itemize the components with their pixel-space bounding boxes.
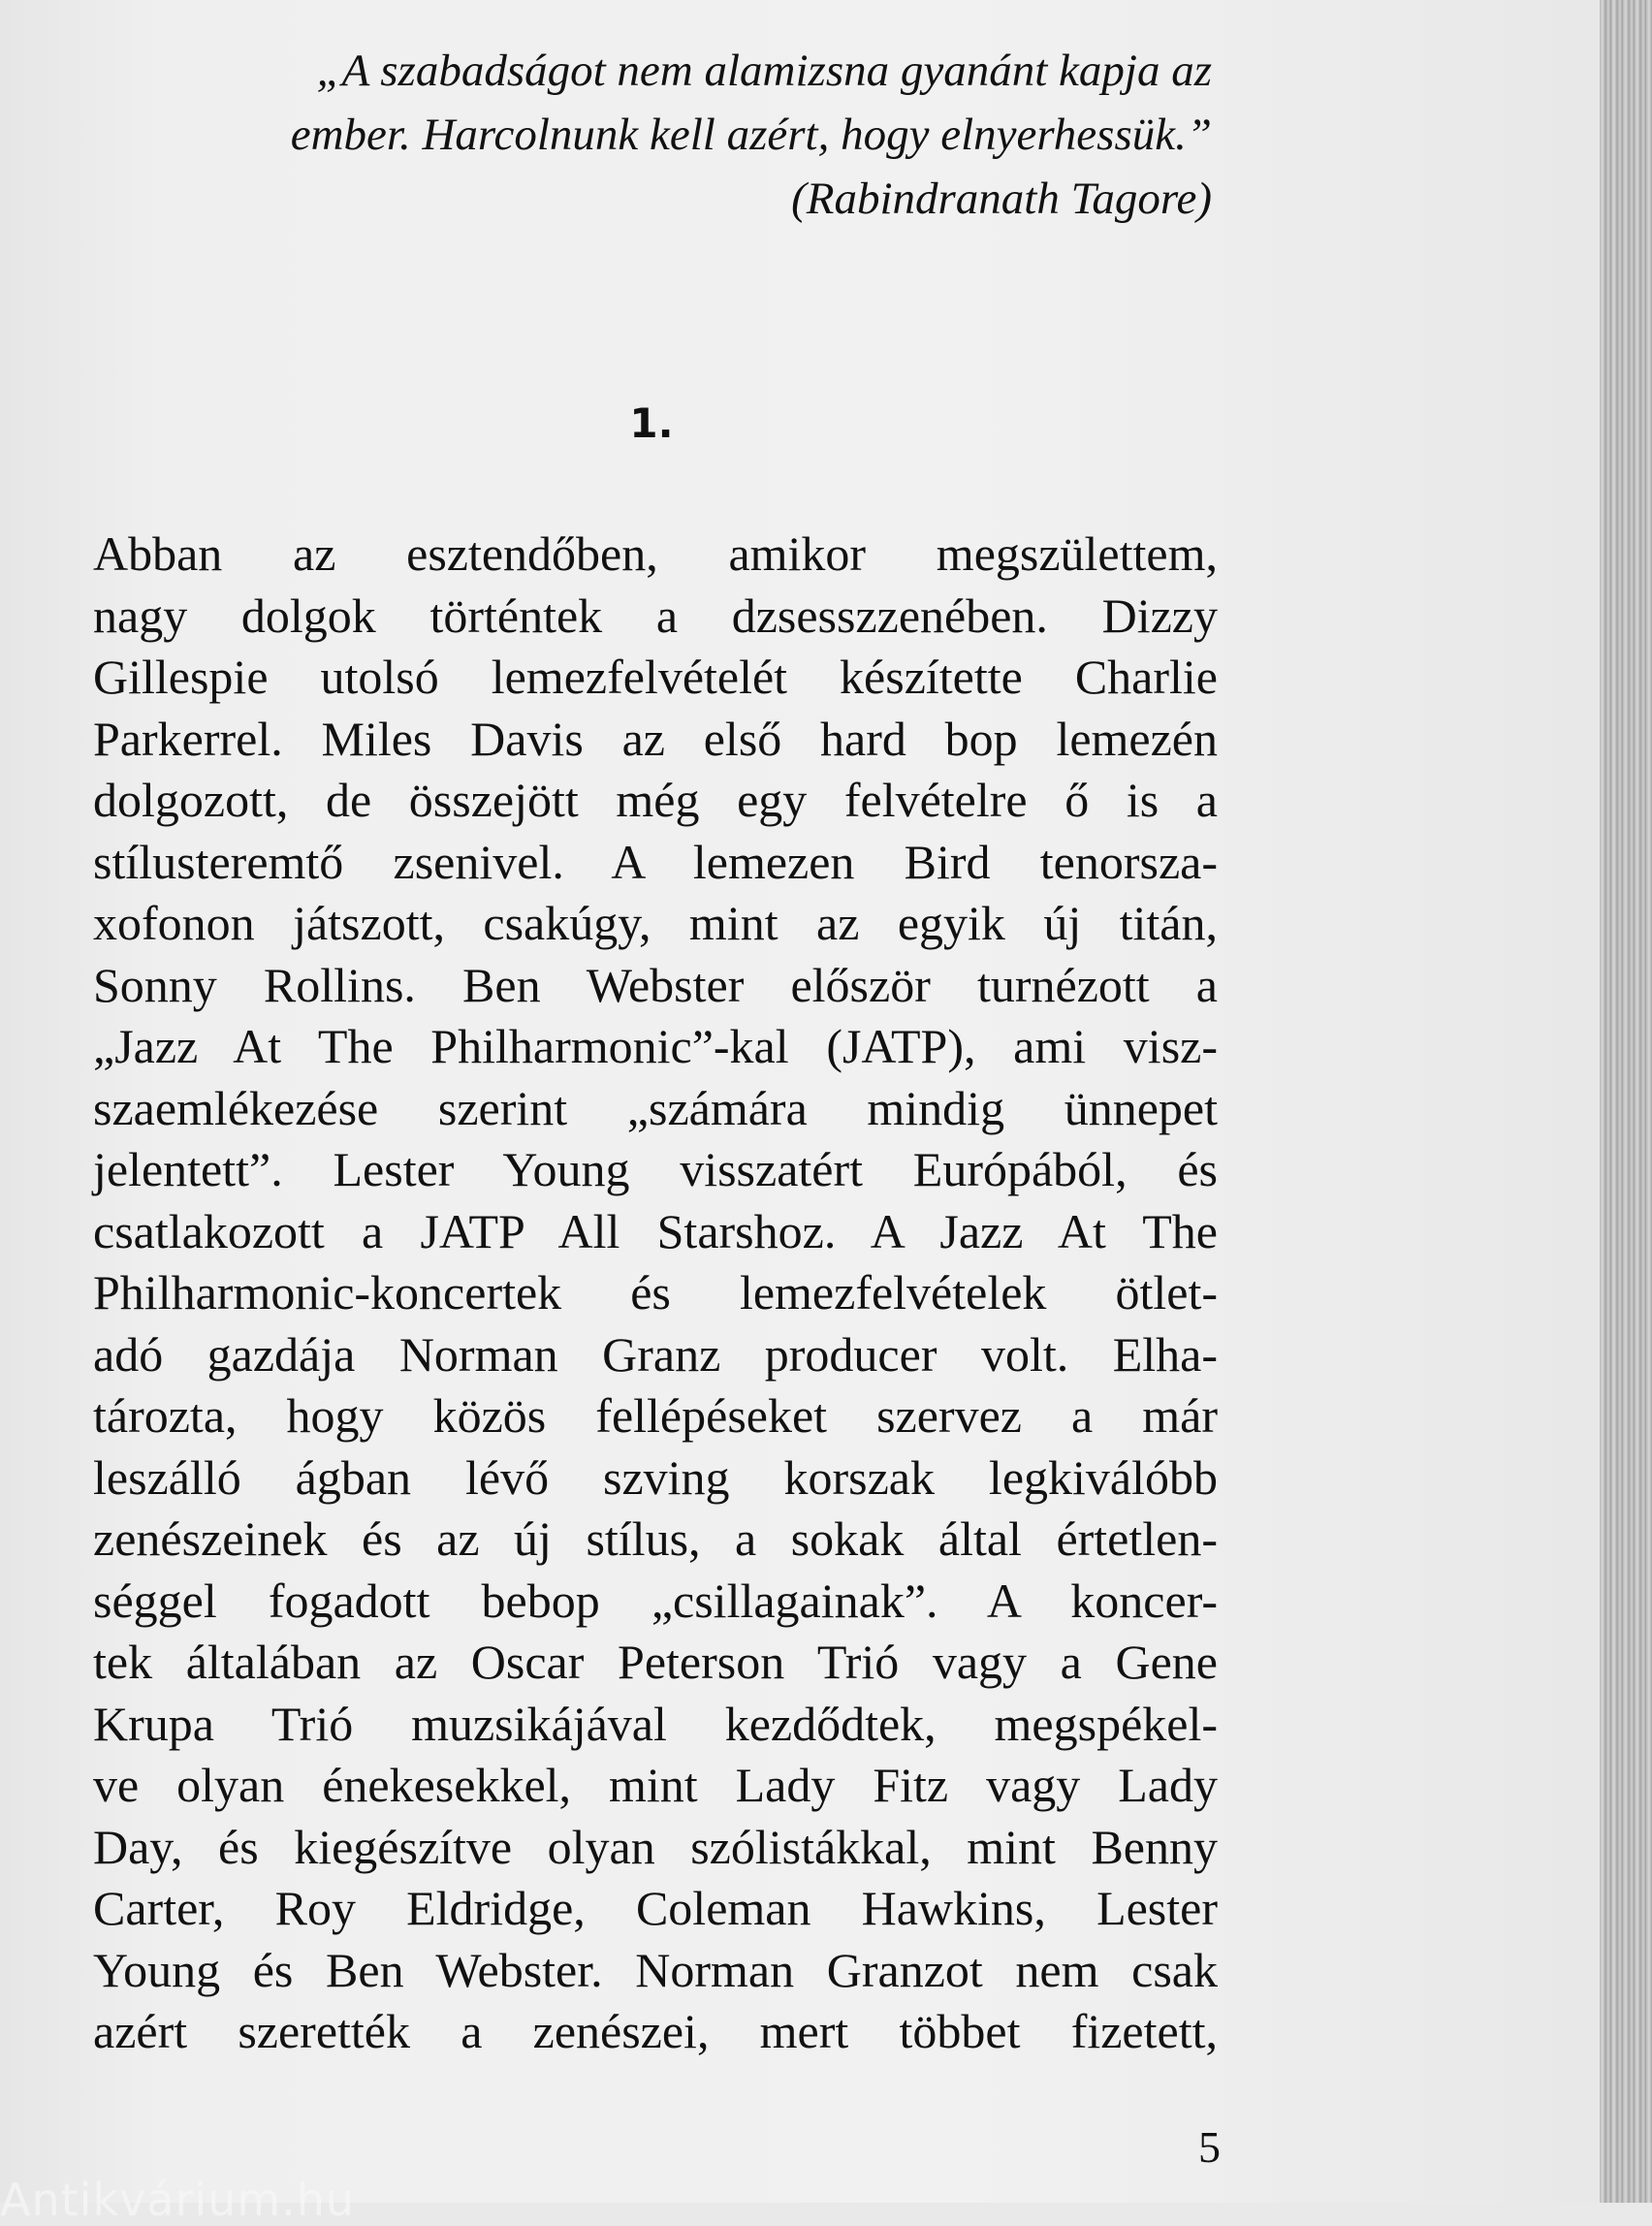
text-line: ve olyan énekesekkel, mint Lady Fitz vagy Lady [93, 1758, 1218, 1812]
body-text [93, 524, 1218, 2063]
epigraph-line: „A szabadságot nem alamizsna gyanánt kapja az [316, 46, 1212, 96]
text-line: tek általában az Oscar Peterson Trió vagy a Gene [93, 1635, 1218, 1689]
epigraph-attribution: (Rabindranath Tagore) [791, 174, 1212, 224]
page-edge [1600, 0, 1652, 2203]
epigraph [87, 39, 1212, 231]
text-line: nagy dolgok történtek a dzsesszzenében. Dizzy [93, 588, 1218, 643]
text-line: xofonon játszott, csakúgy, mint az egyik új titán, [93, 896, 1218, 950]
text-line: Abban az esztendőben, amikor megszülettem, [93, 526, 1218, 581]
text-line: szaemlékezése szerint „számára mindig ünnepet [93, 1080, 1218, 1135]
epigraph-line: ember. Harcolnunk kell azért, hogy elnyerhessük.” [290, 110, 1212, 160]
page-number: 5 [1198, 2122, 1221, 2172]
text-line: Carter, Roy Eldridge, Coleman Hawkins, Lester [93, 1881, 1218, 1935]
text-line: jelentett”. Lester Young visszatért Európából, és [93, 1142, 1218, 1196]
text-line: tározta, hogy közös fellépéseket szervez a már [93, 1388, 1218, 1443]
text-line: Day, és kiegészítve olyan szólistákkal, mint Benny [93, 1819, 1218, 1874]
text-line: Sonny Rollins. Ben Webster először turnézott a [93, 957, 1218, 1012]
text-line: Gillespie utolsó lemezfelvételét készítette Charlie [93, 650, 1218, 704]
text-line: azért szerették a zenészei, mert többet fizetett, [93, 2004, 1218, 2058]
chapter-number: 1. [629, 399, 674, 447]
text-line: Parkerrel. Miles Davis az első hard bop lemezén [93, 711, 1218, 766]
text-line: zenészeinek és az új stílus, a sokak által értetlen- [93, 1511, 1218, 1566]
text-line: Young és Ben Webster. Norman Granzot nem csak [93, 1942, 1218, 1997]
text-line: stílusteremtő zsenivel. A lemezen Bird tenorsza- [93, 834, 1218, 889]
text-line: Philharmonic-koncertek és lemezfelvételek ötlet- [93, 1265, 1218, 1320]
text-line: leszálló ágban lévő szving korszak legkiválóbb [93, 1449, 1218, 1505]
text-line: séggel fogadott bebop „csillagainak”. A koncer- [93, 1573, 1218, 1628]
text-line: „Jazz At The Philharmonic”-kal (JATP), ami visz- [93, 1019, 1218, 1073]
text-line: Krupa Trió muzsikájával kezdődtek, megspékel- [93, 1696, 1218, 1751]
text-line: dolgozott, de összejött még egy felvételre ő is a [93, 773, 1218, 827]
watermark: Antikvárium.hu [0, 2174, 356, 2226]
text-line: csatlakozott a JATP All Starshoz. A Jazz At The [93, 1203, 1218, 1258]
text-line: adó gazdája Norman Granz producer volt. Elha- [93, 1326, 1218, 1382]
